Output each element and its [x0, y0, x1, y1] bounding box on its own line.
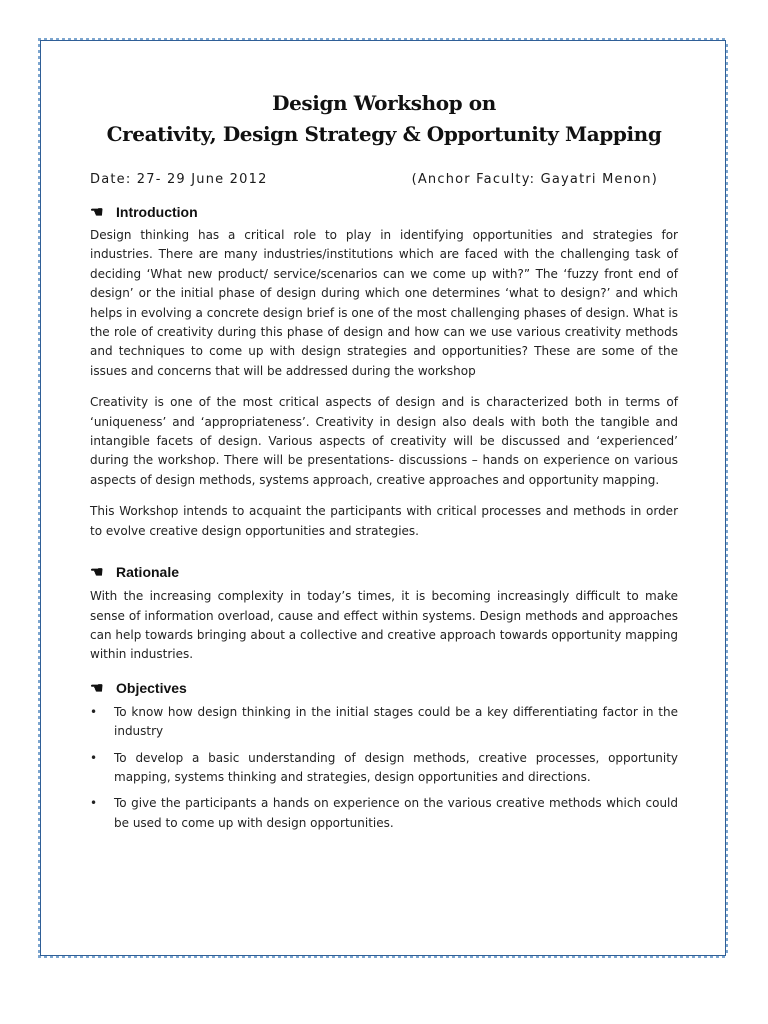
section-heading-objectives	[90, 679, 678, 697]
anchor-faculty: (Anchor Faculty: Gayatri Menon)	[411, 172, 658, 187]
intro-paragraph-2: Creativity is one of the most critical aspects of design and is characterized both in terms of ‘uniqueness’ and ‘appropriateness’. Creativity in design also deals with both the tangible and intangible facets of design. Various aspects of creativity will be discussed and ‘experienced’ during the workshop. There will be presentations- discussions – hands on experience on various aspects of design methods, systems approach, creative approaches and opportunity mapping.	[90, 395, 678, 487]
intro-paragraph-3: This Workshop intends to acquaint the participants with critical processes and methods in order to evolve creative design opportunities and strategies.	[90, 504, 678, 538]
pointing-hand-icon: ☚	[90, 204, 104, 221]
bullet-dot-icon: •	[90, 704, 98, 719]
pointing-hand-icon: ☚	[90, 679, 104, 697]
list-item	[90, 794, 678, 833]
bullet-dot-icon: •	[90, 750, 98, 765]
date-faculty-row	[90, 172, 678, 187]
list-item	[90, 703, 678, 742]
document-title	[90, 88, 678, 150]
objectives-list	[90, 703, 678, 833]
objective-text: To give the participants a hands on experience on the various creative methods which could be used to come up with design opportunities.	[114, 796, 678, 830]
section-heading-label: Introduction	[116, 204, 198, 220]
objective-text: To know how design thinking in the initial stages could be a key differentiating factor in the industry	[114, 704, 678, 739]
section-heading-rationale	[90, 563, 678, 581]
intro-paragraph-1: Design thinking has a critical role to play in identifying opportunities and strategies for industries. There are many industries/institutions which are faced with the challenging task of deciding ‘What new product/ service/scenarios can we come up with?” The ‘fuzzy front end of design’ or the initial phase of design during which one determines ‘what to design?’ and which helps in evolving a concrete design brief is one of the most challenging phases of design. What is the role of creativity during this phase of design and how can we use various creativity methods and techniques to come up with design strategies and opportunities? These are some of the issues and concerns that will be addressed during the workshop	[90, 228, 678, 378]
title-line-1: Design Workshop on	[272, 91, 496, 115]
list-item	[90, 749, 678, 788]
pointing-hand-icon: ☚	[90, 564, 104, 582]
rationale-paragraph: With the increasing complexity in today’s times, it is becoming increasingly difficult to make sense of information overload, cause and effect within systems. Design methods and approaches can help towards bringing about a collective and creative approach towards opportunity mapping within industries.	[90, 589, 678, 662]
section-heading-label: Objectives	[116, 679, 187, 696]
workshop-date: Date: 27- 29 June 2012	[90, 172, 268, 187]
title-line-2: Creativity, Design Strategy & Opportunity Mapping	[106, 122, 662, 146]
objective-text: To develop a basic understanding of design methods, creative processes, opportunity mapping, systems thinking and strategies, design opportunities and directions.	[114, 750, 678, 784]
section-heading-introduction	[90, 203, 678, 221]
bullet-dot-icon: •	[90, 796, 98, 811]
document-content	[90, 88, 678, 840]
section-heading-label: Rationale	[116, 564, 180, 581]
